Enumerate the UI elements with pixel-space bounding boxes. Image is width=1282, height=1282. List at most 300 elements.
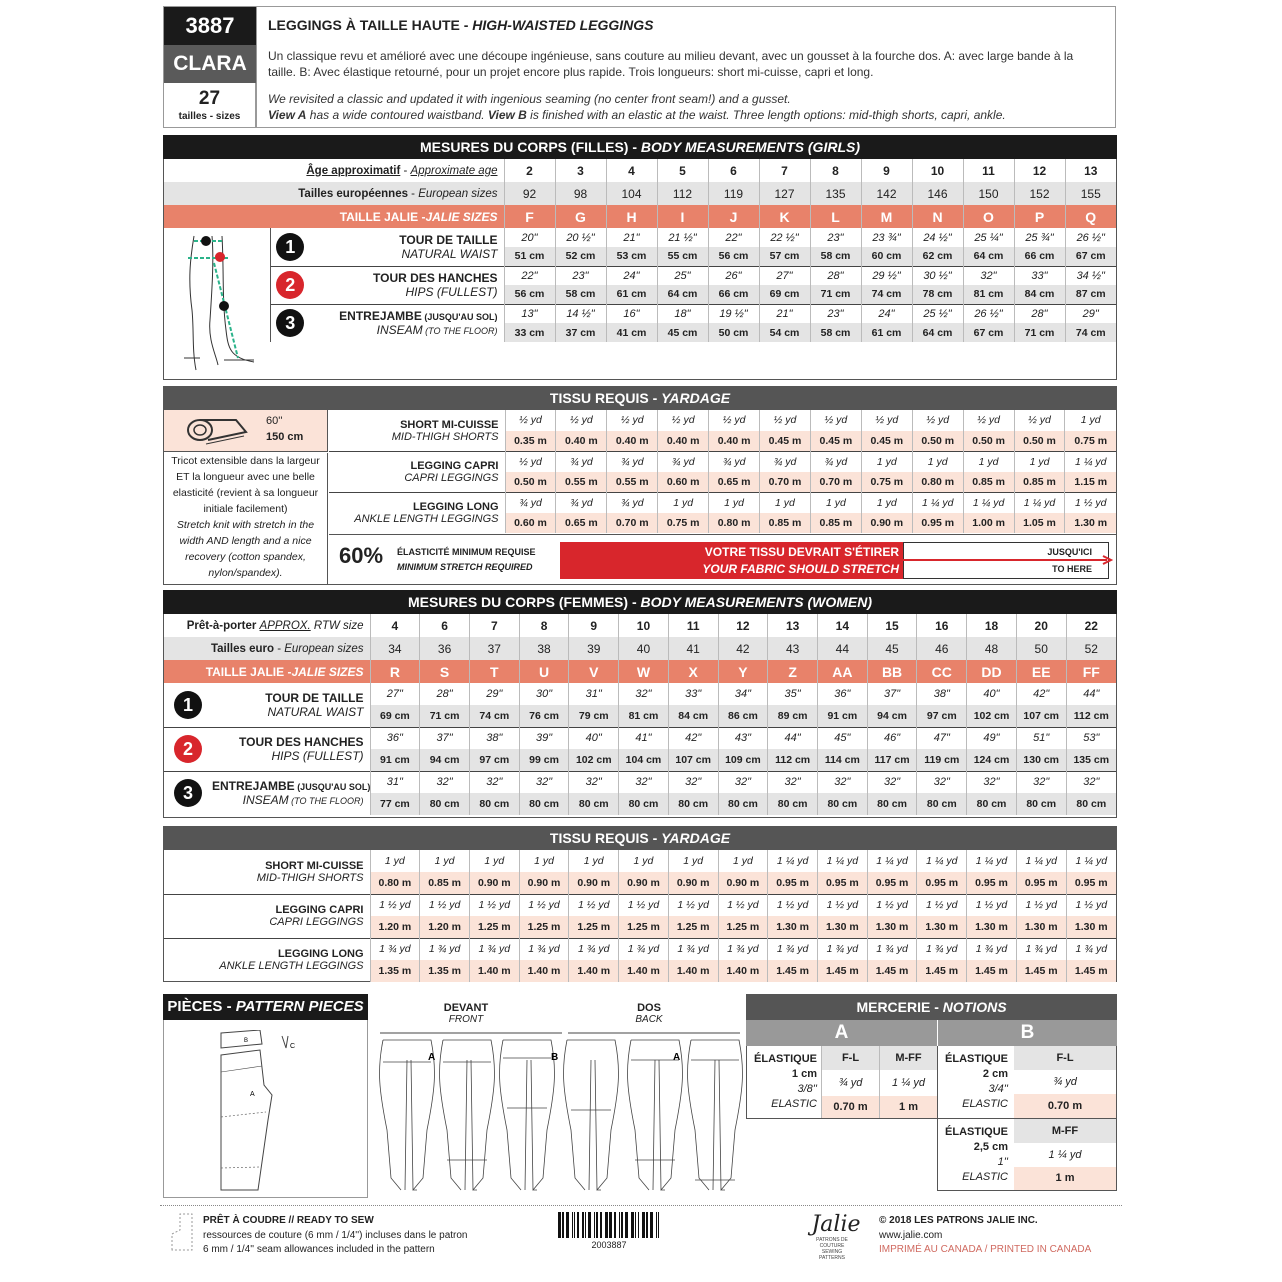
yardage-yd-cell: 1 ¼ yd	[912, 492, 963, 513]
yardage-yd-cell: 1 ½ yd	[569, 894, 619, 916]
measure-cm-cell: 71 cm	[420, 705, 470, 727]
measure-inch-cell: 32"	[867, 771, 917, 793]
yardage-m-cell: 0.95 m	[967, 872, 1017, 894]
measure-inch-cell: 32"	[1016, 771, 1066, 793]
yardage_girls-table	[329, 410, 1116, 533]
age-cell: 13	[768, 614, 818, 637]
measure-cm-cell: 80 cm	[469, 793, 519, 815]
age-row-label: Âge approximatif - Approximate age	[306, 164, 498, 177]
yardage-yd-cell: ¾ yd	[760, 451, 811, 472]
yardage-m-cell: 0.50 m	[963, 431, 1014, 452]
measure-inch-cell: 42"	[668, 727, 718, 749]
yardage-m-cell: 0.70 m	[760, 472, 811, 493]
barcode-bar	[574, 1212, 575, 1238]
barcode-bar	[656, 1212, 657, 1238]
measure-cm-cell: 60 cm	[861, 247, 912, 266]
yardage-yd-cell: 1 ¾ yd	[1066, 938, 1116, 960]
title-fr: LEGGINGS À TAILLE HAUTE -	[268, 17, 473, 33]
measure-cm-cell: 102 cm	[569, 749, 619, 771]
notions-title: MERCERIE - NOTIONS	[746, 994, 1117, 1020]
yardage-m-cell: 1.20 m	[420, 916, 470, 938]
website-link[interactable]: www.jalie.com	[879, 1230, 943, 1241]
yardage-yd-cell: ½ yd	[658, 410, 709, 431]
yardage-yd-cell: ½ yd	[505, 410, 556, 431]
euro-size-cell: 45	[867, 637, 917, 660]
jalie-size-cell[interactable]: R	[370, 660, 420, 683]
yardage-m-cell: 0.85 m	[810, 513, 861, 534]
yardage-yd-cell: 1 ¼ yd	[1014, 492, 1065, 513]
yardage-m-cell: 0.90 m	[861, 513, 912, 534]
piece-label-a: A	[250, 1091, 255, 1098]
barcode-bar	[642, 1212, 645, 1238]
barcode-bar	[600, 1212, 602, 1238]
measure-number-cell	[164, 771, 212, 815]
measure-row	[164, 771, 1116, 793]
measure-2-icon: 2	[276, 271, 304, 299]
measure-cm-cell: 54 cm	[759, 323, 810, 342]
euro-size-row	[164, 637, 1116, 660]
fabric-width-cm: 150 cm	[266, 431, 304, 443]
measure-inch-cell: 28"	[810, 266, 861, 285]
yardage-yd-cell: 1 ½ yd	[967, 894, 1017, 916]
euro-size-cell: 42	[718, 637, 768, 660]
euro-size-cell: 155	[1065, 182, 1116, 205]
measure-row	[164, 304, 1116, 323]
measure-label-fr: ENTREJAMBE (JUSQU'AU SOL)	[339, 309, 498, 323]
yardage-yd-cell: 1 yd	[861, 492, 912, 513]
barcode-bar	[631, 1212, 634, 1238]
yardage-yd-cell: ¾ yd	[607, 451, 658, 472]
yardage-m-cell: 1.20 m	[370, 916, 420, 938]
jalie-size-cell[interactable]: P	[1014, 205, 1065, 228]
yardage-m-cell: 1.40 m	[519, 960, 569, 982]
measure-inch-cell: 21 ½"	[657, 228, 708, 247]
yardage-m-cell: 0.90 m	[469, 872, 519, 894]
jalie-size-cell[interactable]: EE	[1016, 660, 1066, 683]
ready-to-sew-fr: ressources de couture (6 mm / 1/4'') incluses dans le patron	[203, 1230, 468, 1241]
measure-inch-cell: 21"	[606, 228, 657, 247]
measure-cm-cell: 61 cm	[861, 323, 912, 342]
yardage-yd-cell: 1 ¼ yd	[967, 850, 1017, 872]
yardage-m-cell: 1.40 m	[619, 960, 669, 982]
measure-inch-cell: 32"	[569, 771, 619, 793]
yardage-yd-cell: 1 yd	[861, 451, 912, 472]
measure-cm-cell: 86 cm	[718, 705, 768, 727]
age-cell: 22	[1066, 614, 1116, 637]
yardage-yd-cell: 1 ¾ yd	[817, 938, 867, 960]
measure-inch-cell: 20 ½"	[555, 228, 606, 247]
yardage-m-cell: 1.35 m	[370, 960, 420, 982]
age-cell: 3	[555, 159, 606, 182]
age-cell: 12	[718, 614, 768, 637]
pattern-name: CLARA	[164, 45, 256, 83]
measure-inch-cell: 19 ½"	[708, 304, 759, 323]
measure-inch-cell: 25 ¼"	[963, 228, 1014, 247]
fabric-width-in: 60''	[266, 415, 283, 427]
yardage-yd-cell: 1 ½ yd	[1016, 894, 1066, 916]
measure-cm-cell: 80 cm	[768, 793, 818, 815]
yardage-label-en: MID-THIGH SHORTS	[256, 872, 364, 884]
jalie-size-cell[interactable]: L	[810, 205, 861, 228]
women-table	[164, 614, 1116, 815]
girls-measurements-title: MESURES DU CORPS (FILLES) - BODY MEASUREMENTS (GIRLS)	[163, 135, 1117, 159]
measure-cm-cell: 91 cm	[817, 705, 867, 727]
measure-inch-cell: 24 ½"	[912, 228, 963, 247]
measure-inch-cell: 32"	[963, 266, 1014, 285]
yardage-yd-cell: 1 yd	[469, 850, 519, 872]
pattern-piece-icon	[170, 1212, 194, 1252]
yardage-label-en: ANKLE LENGTH LEGGINGS	[219, 960, 364, 972]
euro-size-cell: 50	[1016, 637, 1066, 660]
measure-3-icon: 3	[174, 779, 202, 807]
euro-size-cell: 48	[967, 637, 1017, 660]
barcode-bar	[635, 1212, 636, 1238]
yardage-m-cell: 0.60 m	[505, 513, 556, 534]
measure-label-en: INSEAM (TO THE FLOOR)	[376, 323, 498, 337]
yardage-yd-cell: 1 ¼ yd	[867, 850, 917, 872]
yardage-m-cell: 0.65 m	[556, 513, 607, 534]
yardage-m-cell: 0.60 m	[658, 472, 709, 493]
measure-1-icon: 1	[276, 233, 304, 261]
measure-inch-cell: 44"	[1066, 683, 1116, 705]
measure-inch-cell: 32"	[420, 771, 470, 793]
yardage-m-cell: 1.45 m	[867, 960, 917, 982]
yardage-yd-cell: ¾ yd	[810, 451, 861, 472]
jalie-size-cell[interactable]: J	[708, 205, 759, 228]
yardage-label-fr: LEGGING LONG	[412, 500, 499, 513]
measure-cm-cell: 135 cm	[1066, 749, 1116, 771]
barcode-bar	[572, 1212, 573, 1238]
yardage-yd-cell: 1 ¾ yd	[370, 938, 420, 960]
back-view-label: DOS BACK	[635, 1002, 663, 1025]
measure-inch-cell: 25"	[657, 266, 708, 285]
measure-label-en: INSEAM (TO THE FLOOR)	[242, 793, 364, 807]
measure-cm-cell: 84 cm	[668, 705, 718, 727]
euro-size-cell: 135	[810, 182, 861, 205]
measure-inch-cell: 28"	[420, 683, 470, 705]
measure-inch-cell: 47"	[917, 727, 967, 749]
age-cell: 4	[606, 159, 657, 182]
stretch-target-box: JUSQU'ICI TO HERE	[903, 542, 1109, 579]
yardage-yd-cell: 1 ¾ yd	[469, 938, 519, 960]
yardage-yd-cell: 1 ¼ yd	[817, 850, 867, 872]
yardage-m-cell: 1.30 m	[917, 916, 967, 938]
stretch-label-fr: ÉLASTICITÉ MINIMUM REQUISE	[397, 547, 536, 557]
measure-cm-cell: 74 cm	[469, 705, 519, 727]
measure-cm-cell: 114 cm	[817, 749, 867, 771]
measure-inch-cell: 32"	[668, 771, 718, 793]
fabric-roll-icon	[186, 416, 248, 446]
measure-inch-cell: 33"	[668, 683, 718, 705]
measure-inch-cell: 24"	[861, 304, 912, 323]
measure-inch-cell: 46"	[867, 727, 917, 749]
yardage-yd-cell: 1 ¼ yd	[768, 850, 818, 872]
yardage-m-cell: 0.80 m	[709, 513, 760, 534]
measure-cm-cell: 124 cm	[967, 749, 1017, 771]
euro-size-label: Tailles européennes - European sizes	[298, 187, 498, 200]
measure-cm-cell: 62 cm	[912, 247, 963, 266]
measure-cm-cell: 61 cm	[606, 285, 657, 304]
euro-size-cell: 127	[759, 182, 810, 205]
measure-cm-cell: 130 cm	[1016, 749, 1066, 771]
notions-a-block: ÉLASTIQUE 1 cm 3/8'' ELASTIC F-L M-FF ¾ yd 1 ¼ yd 0.70 m 1 m	[746, 1046, 938, 1119]
leggings-illustration	[688, 1040, 743, 1190]
euro-size-cell: 39	[569, 637, 619, 660]
measure-cm-cell: 64 cm	[912, 323, 963, 342]
yardage-yd-cell: 1 ¾ yd	[867, 938, 917, 960]
jalie-size-cell[interactable]: FF	[1066, 660, 1116, 683]
leggings-illustration	[500, 1040, 555, 1190]
jalie-size-cell[interactable]: V	[569, 660, 619, 683]
measure-3-icon: 3	[276, 309, 304, 337]
jalie-size-cell[interactable]: AA	[817, 660, 867, 683]
measure-inch-cell: 43"	[718, 727, 768, 749]
yardage-m-cell: 1.40 m	[469, 960, 519, 982]
yardage-yd-cell: 1 ¾ yd	[420, 938, 470, 960]
yardage-yd-cell: 1 ½ yd	[370, 894, 420, 916]
measure-number-cell	[270, 228, 310, 266]
yardage-row	[164, 894, 1116, 916]
measure-inch-cell: 30"	[519, 683, 569, 705]
measure-cm-cell: 80 cm	[619, 793, 669, 815]
measure-cm-cell: 52 cm	[555, 247, 606, 266]
notions-b2-block: ÉLASTIQUE 2,5 cm 1'' ELASTIC M-FF 1 ¼ yd 1 m	[937, 1119, 1117, 1191]
measure-inch-cell: 40"	[967, 683, 1017, 705]
measure-cm-cell: 74 cm	[861, 285, 912, 304]
measure-inch-cell: 25 ½"	[912, 304, 963, 323]
yardage-m-cell: 1.25 m	[718, 916, 768, 938]
jalie-size-cell[interactable]: N	[912, 205, 963, 228]
yardage-row-m	[164, 872, 1116, 894]
measure-label-en: NATURAL WAIST	[401, 247, 498, 261]
measure-number-cell	[164, 683, 212, 727]
girls-yardage-title: TISSU REQUIS - YARDAGE	[163, 386, 1117, 410]
jalie-size-cell[interactable]: U	[519, 660, 569, 683]
yardage-m-cell: 1.45 m	[768, 960, 818, 982]
measure-inch-cell: 32"	[1066, 771, 1116, 793]
yardage-yd-cell: ½ yd	[760, 410, 811, 431]
measure-cm-cell: 94 cm	[420, 749, 470, 771]
measure-cm-cell: 80 cm	[668, 793, 718, 815]
measure-inch-cell: 32"	[619, 683, 669, 705]
measure-cm-cell: 66 cm	[708, 285, 759, 304]
yardage-m-cell: 0.35 m	[505, 431, 556, 452]
measure-row-cm	[164, 793, 1116, 815]
euro-size-cell: 43	[768, 637, 818, 660]
measure-inch-cell: 35"	[768, 683, 818, 705]
yardage-yd-cell: 1 yd	[1014, 451, 1065, 472]
yardage-yd-cell: 1 ¾ yd	[619, 938, 669, 960]
jalie-size-cell[interactable]: W	[619, 660, 669, 683]
yardage-m-cell: 0.75 m	[861, 472, 912, 493]
yardage-yd-cell: 1 ½ yd	[519, 894, 569, 916]
measure-cm-cell: 104 cm	[619, 749, 669, 771]
yardage-m-cell: 1.25 m	[519, 916, 569, 938]
yardage-yd-cell: ½ yd	[861, 410, 912, 431]
measure-cm-cell: 58 cm	[555, 285, 606, 304]
yardage-m-cell: 1.30 m	[1065, 513, 1116, 534]
jalie-size-cell[interactable]: M	[861, 205, 912, 228]
measure-cm-cell: 78 cm	[912, 285, 963, 304]
age-cell: 8	[810, 159, 861, 182]
measure-cm-cell: 84 cm	[1014, 285, 1065, 304]
measure-label-en: NATURAL WAIST	[267, 705, 364, 719]
jalie-size-cell[interactable]: Y	[718, 660, 768, 683]
age-cell: 18	[967, 614, 1017, 637]
yardage-label-en: CAPRI LEGGINGS	[404, 471, 499, 484]
yardage-yd-cell: ¾ yd	[556, 451, 607, 472]
measure-inch-cell: 45"	[817, 727, 867, 749]
yardage-m-cell: 0.55 m	[607, 472, 658, 493]
measure-inch-cell: 32"	[967, 771, 1017, 793]
women-yardage-title: TISSU REQUIS - YARDAGE	[163, 826, 1117, 850]
measure-cm-cell: 87 cm	[1065, 285, 1116, 304]
barcode-bar	[566, 1212, 569, 1238]
measure-inch-cell: 28"	[1014, 304, 1065, 323]
jalie-size-cell[interactable]: K	[759, 205, 810, 228]
jalie-size-cell[interactable]: Q	[1065, 205, 1116, 228]
measure-label-en: HIPS (FULLEST)	[405, 285, 498, 299]
measure-cm-cell: 112 cm	[768, 749, 818, 771]
measure-cm-cell: 97 cm	[469, 749, 519, 771]
measure-cm-cell: 76 cm	[519, 705, 569, 727]
yardage-label-fr: LEGGING CAPRI	[275, 904, 364, 916]
age-cell: 11	[668, 614, 718, 637]
yardage-yd-cell: ½ yd	[709, 410, 760, 431]
yardage-m-cell: 0.70 m	[607, 513, 658, 534]
jalie-size-cell[interactable]: DD	[967, 660, 1017, 683]
euro-size-row	[164, 182, 1116, 205]
measure-cm-cell: 66 cm	[1014, 247, 1065, 266]
measure-inch-cell: 22 ½"	[759, 228, 810, 247]
measure-inch-cell: 30 ½"	[912, 266, 963, 285]
measure-cm-cell: 56 cm	[504, 285, 555, 304]
description-fr: Un classique revu et amélioré avec une découpe ingénieuse, sans couture au milieu devant, avec un gousset à la fourche dos. A: avec large bande à la taille. B: Avec élastique retourné, pour un projet encore plus rapide. Trois longueurs: short mi-cuisse, capri et long.	[268, 49, 1074, 79]
fabric-width-box	[164, 410, 328, 452]
yardage-m-cell: 0.80 m	[912, 472, 963, 493]
measure-cm-cell: 107 cm	[1016, 705, 1066, 727]
girls-table	[164, 159, 1116, 342]
notions-view-b-header: B	[938, 1020, 1117, 1046]
barcode-bar	[621, 1212, 623, 1238]
measure-inch-cell: 37"	[867, 683, 917, 705]
yardage-yd-cell: 1 yd	[718, 850, 768, 872]
jalie-size-cell[interactable]: O	[963, 205, 1014, 228]
measure-cm-cell: 58 cm	[810, 323, 861, 342]
measure-row	[164, 266, 1116, 285]
age-cell: 14	[817, 614, 867, 637]
measure-cm-cell: 97 cm	[917, 705, 967, 727]
yardage-yd-cell: 1 ¾ yd	[1016, 938, 1066, 960]
yardage-m-cell: 1.25 m	[668, 916, 718, 938]
yardage-label-fr: SHORT MI-CUISSE	[400, 418, 499, 431]
measure-inch-cell: 26 ½"	[1065, 228, 1116, 247]
measure-inch-cell: 26 ½"	[963, 304, 1014, 323]
measure-inch-cell: 27"	[759, 266, 810, 285]
measure-cm-cell: 55 cm	[657, 247, 708, 266]
measure-cm-cell: 80 cm	[867, 793, 917, 815]
barcode-number: 2003887	[591, 1240, 627, 1250]
sizes-label: tailles - sizes	[178, 111, 241, 122]
measure-row	[164, 727, 1116, 749]
jalie-size-cell[interactable]: F	[504, 205, 555, 228]
yardage-m-cell: 0.80 m	[370, 872, 420, 894]
barcode-bar	[582, 1212, 584, 1238]
yardage-m-cell: 0.90 m	[519, 872, 569, 894]
notions-view-a-header: A	[746, 1020, 937, 1046]
age-cell: 6	[420, 614, 470, 637]
measure-label-en: HIPS (FULLEST)	[271, 749, 364, 763]
age-cell: 20	[1016, 614, 1066, 637]
yardage-m-cell: 1.30 m	[867, 916, 917, 938]
jalie-size-cell[interactable]: H	[606, 205, 657, 228]
yardage-yd-cell: 1 ½ yd	[1065, 492, 1116, 513]
jalie-size-cell[interactable]: S	[420, 660, 470, 683]
measure-row	[164, 683, 1116, 705]
yardage-m-cell: 0.50 m	[505, 472, 556, 493]
yardage-m-cell: 0.95 m	[917, 872, 967, 894]
measure-cm-cell: 33 cm	[504, 323, 555, 342]
age-row	[164, 614, 1116, 637]
measure-cm-cell: 71 cm	[810, 285, 861, 304]
jalie-size-cell[interactable]: I	[657, 205, 708, 228]
title-en: HIGH-WAISTED LEGGINGS	[472, 17, 654, 33]
yardage-m-cell: 0.40 m	[556, 431, 607, 452]
age-cell: 11	[963, 159, 1014, 182]
yardage-yd-cell: 1 ½ yd	[917, 894, 967, 916]
yardage-yd-cell: ½ yd	[505, 451, 556, 472]
jalie-size-cell[interactable]: BB	[867, 660, 917, 683]
stretch-percent: 60%	[339, 543, 384, 568]
yardage-m-cell: 0.90 m	[718, 872, 768, 894]
yardage-m-cell: 1.30 m	[1016, 916, 1066, 938]
barcode-bar	[585, 1212, 586, 1238]
age-cell: 9	[569, 614, 619, 637]
measure-inch-cell: 44"	[768, 727, 818, 749]
measure-inch-cell: 29"	[1065, 304, 1116, 323]
measure-inch-cell: 16"	[606, 304, 657, 323]
age-cell: 10	[912, 159, 963, 182]
measure-inch-cell: 18"	[657, 304, 708, 323]
yardage-yd-cell: 1 ¾ yd	[569, 938, 619, 960]
jalie-size-cell[interactable]: T	[469, 660, 519, 683]
yardage-m-cell: 1.45 m	[1016, 960, 1066, 982]
yardage-yd-cell: ¾ yd	[658, 451, 709, 472]
measure-inch-cell: 23 ¾"	[861, 228, 912, 247]
measure-cm-cell: 107 cm	[668, 749, 718, 771]
yardage-m-cell: 1.40 m	[668, 960, 718, 982]
euro-size-cell: 36	[420, 637, 470, 660]
barcode-icon	[556, 1212, 662, 1238]
jalie-size-cell[interactable]: Z	[768, 660, 818, 683]
measure-cm-cell: 71 cm	[1014, 323, 1065, 342]
measure-inch-cell: 38"	[469, 727, 519, 749]
measure-inch-cell: 36"	[370, 727, 420, 749]
yardage-yd-cell: 1 ¾ yd	[967, 938, 1017, 960]
measure-inch-cell: 29 ½"	[861, 266, 912, 285]
jalie-size-cell[interactable]: G	[555, 205, 606, 228]
yardage-yd-cell: 1 yd	[760, 492, 811, 513]
jalie-size-cell[interactable]: X	[668, 660, 718, 683]
yardage-m-cell: 0.75 m	[658, 513, 709, 534]
yardage-yd-cell: 1 ¾ yd	[718, 938, 768, 960]
yardage-m-cell: 0.95 m	[768, 872, 818, 894]
yardage-yd-cell: 1 yd	[519, 850, 569, 872]
jalie-size-cell[interactable]: CC	[917, 660, 967, 683]
measure-inch-cell: 25 ¾"	[1014, 228, 1065, 247]
yardage-yd-cell: 1 yd	[658, 492, 709, 513]
yardage-m-cell: 0.90 m	[569, 872, 619, 894]
